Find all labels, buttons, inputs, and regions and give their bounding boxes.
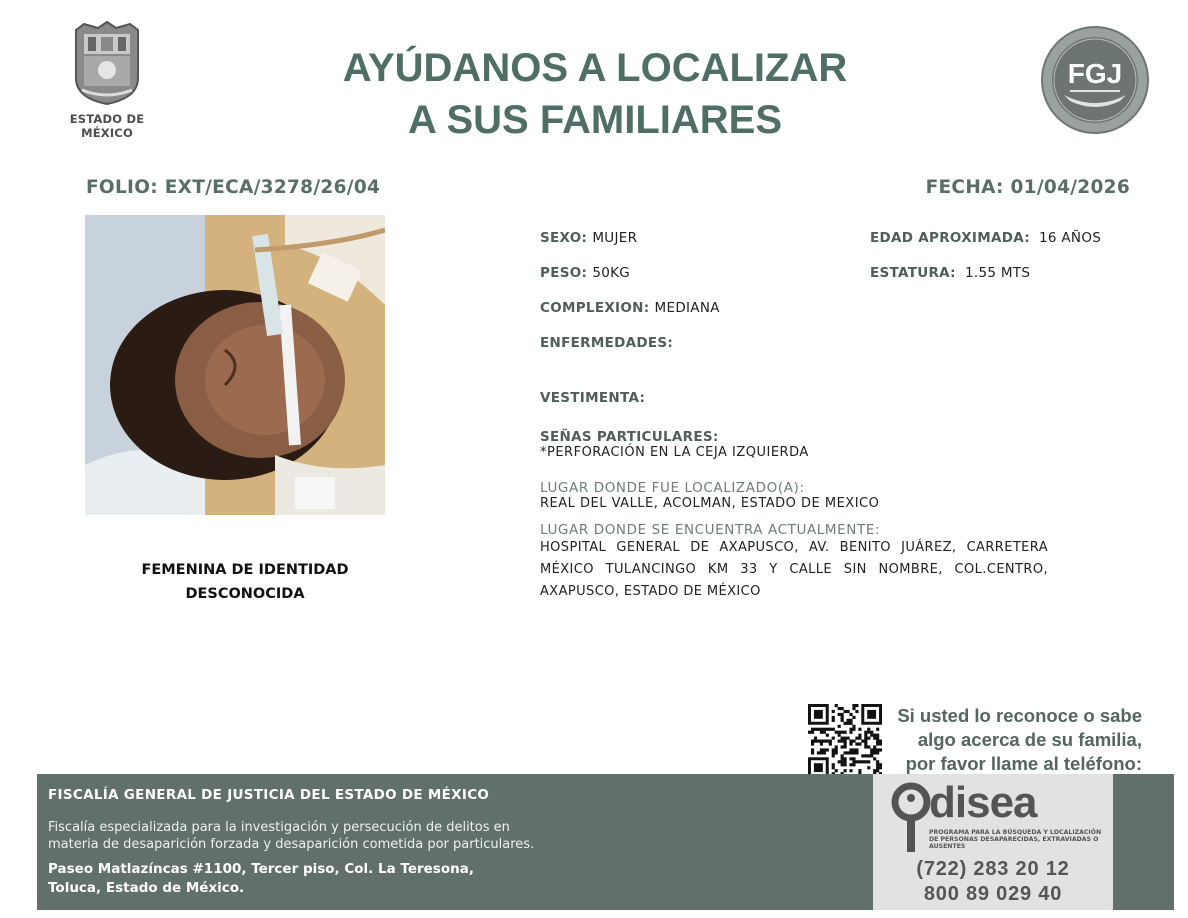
sexo-label: SEXO: — [540, 230, 588, 246]
footer-address-line-2: Toluca, Estado de México. — [48, 880, 245, 896]
senas-field — [540, 429, 809, 460]
lugar-localizado-value: REAL DEL VALLE, ACOLMAN, ESTADO DE MEXICO — [540, 496, 880, 511]
lugar-localizado-field — [540, 480, 879, 512]
edad-field — [870, 227, 1101, 246]
odisea-wordmark: disea — [929, 778, 1037, 827]
caption-line-2: DESCONOCIDA — [185, 586, 305, 602]
senas-label: SEÑAS PARTICULARES: — [540, 429, 719, 445]
enfermedades-field — [540, 332, 673, 351]
odisea-program-text: PROGRAMA PARA LA BÚSQUEDA Y LOCALIZACIÓN DE PERSONAS DESAPARECIDAS, EXTRAVIADAS O AUSENTES — [929, 829, 1102, 851]
call-line-3: por favor llame al teléfono: — [905, 753, 1142, 774]
estatura-field — [870, 262, 1030, 281]
peso-value: 50KG — [592, 265, 631, 281]
caption-line-1: FEMENINA DE IDENTIDAD — [141, 562, 349, 578]
complexion-value: MEDIANA — [654, 300, 720, 316]
vestimenta-label: VESTIMENTA: — [540, 390, 646, 406]
odisea-pin-icon — [891, 782, 931, 856]
sexo-value: MUJER — [592, 230, 638, 246]
coat-of-arms-icon — [68, 20, 146, 106]
peso-field — [540, 262, 630, 281]
estado-de-mexico-logo — [44, 20, 170, 140]
complexion-field — [540, 297, 720, 316]
lugar-localizado-label: LUGAR DONDE FUE LOCALIZADO(A): — [540, 480, 805, 496]
folio-number: FOLIO: EXT/ECA/3278/26/04 — [86, 177, 381, 198]
estatura-label: ESTATURA: — [870, 265, 956, 281]
phone-number-1[interactable]: (722) 283 20 12 — [916, 858, 1070, 880]
call-line-1: Si usted lo reconoce o sabe — [897, 705, 1142, 726]
qr-code[interactable] — [808, 704, 882, 778]
call-to-action — [880, 704, 1142, 776]
footer-address — [48, 860, 474, 898]
fgj-seal-logo — [1040, 25, 1150, 135]
odisea-panel — [873, 774, 1113, 910]
footer-desc-line-2: materia de desaparición forzada y desaparición cometida por particulares. — [48, 837, 535, 852]
footer-desc-line-1: Fiscalía especializada para la investigación y persecución de delitos en — [48, 820, 510, 835]
lugar-actual-value: HOSPITAL GENERAL DE AXAPUSCO, AV. BENITO JUÁREZ, CARRETERA MÉXICO TULANCINGO KM 33 Y CALLE SIN NOMBRE, COL.CENTRO, AXAPUSCO, ESTADO DE MÉXICO — [540, 540, 1048, 599]
fecha-date: FECHA: 01/04/2026 — [925, 177, 1130, 198]
call-line-2: algo acerca de su familia, — [917, 729, 1142, 750]
phone-number-2[interactable]: 800 89 029 40 — [923, 883, 1063, 905]
enfermedades-label: ENFERMEDADES: — [540, 335, 674, 351]
person-caption — [110, 558, 380, 606]
sexo-field — [540, 227, 637, 246]
person-photo — [85, 215, 385, 515]
lugar-actual-field — [540, 522, 880, 538]
lugar-actual-label: LUGAR DONDE SE ENCUENTRA ACTUALMENTE: — [540, 522, 881, 538]
footer-description — [48, 819, 648, 853]
senas-value: *PERFORACIÓN EN LA CEJA IZQUIERDA — [540, 445, 809, 460]
title-line-1: AYÚDANOS A LOCALIZAR — [342, 46, 848, 90]
state-logo-caption: ESTADO DE MÉXICO — [69, 112, 145, 140]
edad-label: EDAD APROXIMADA: — [870, 230, 1030, 246]
title-line-2: A SUS FAMILIARES — [407, 98, 783, 142]
vestimenta-field — [540, 387, 645, 406]
edad-value: 16 AÑOS — [1039, 230, 1102, 246]
peso-label: PESO: — [540, 265, 588, 281]
fgj-logo-text: FGJ — [1067, 58, 1123, 89]
page-title — [290, 42, 900, 146]
estatura-value: 1.55 MTS — [964, 265, 1031, 281]
footer-org-name: FISCALÍA GENERAL DE JUSTICIA DEL ESTADO DE MÉXICO — [48, 787, 490, 803]
footer-address-line-1: Paseo Matlazíncas #1100, Tercer piso, Col. La Teresona, — [48, 861, 474, 877]
complexion-label: COMPLEXION: — [540, 300, 650, 316]
